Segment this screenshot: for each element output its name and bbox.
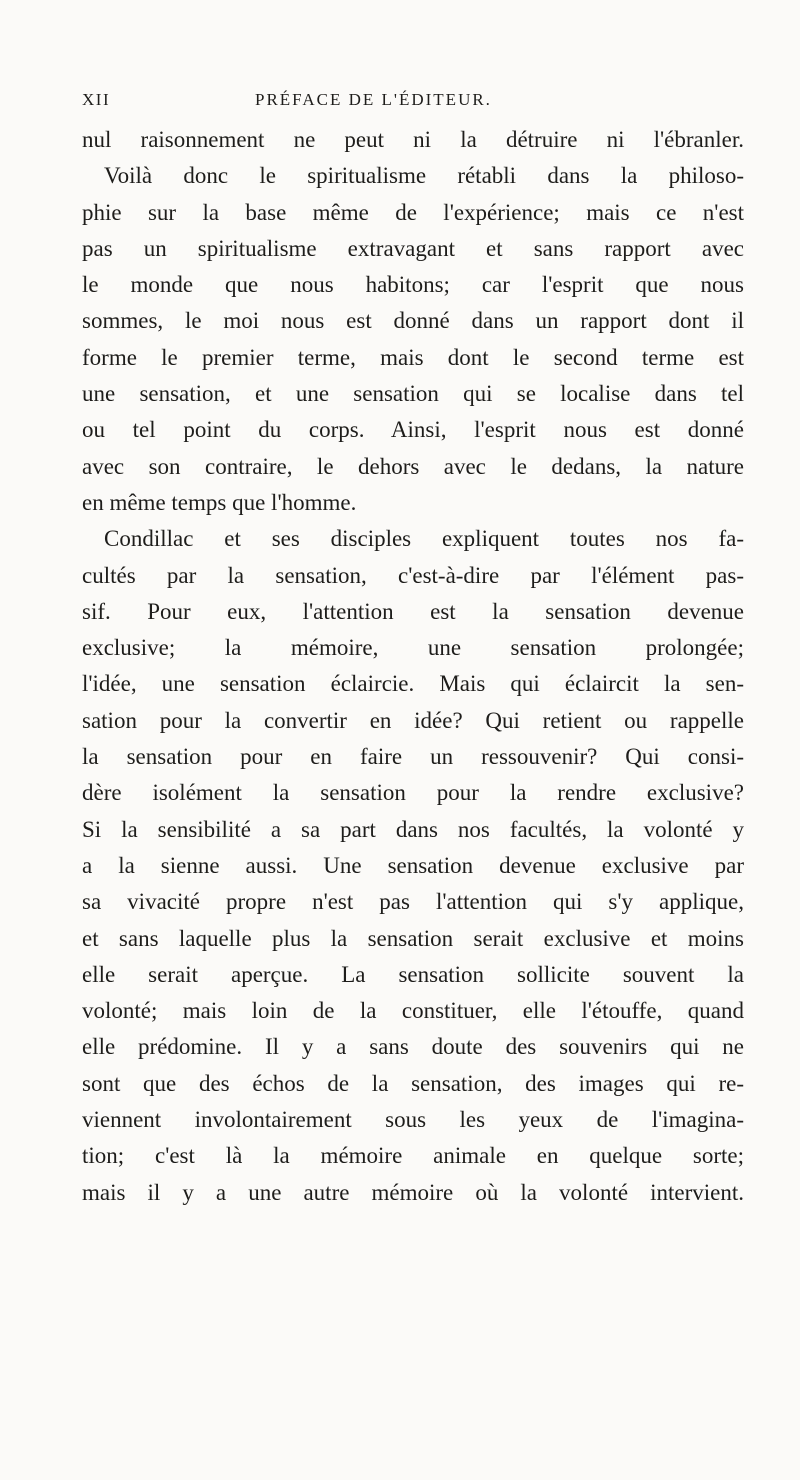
text-line: sation pour la convertir en idée? Qui retient ou rappelle: [82, 707, 744, 733]
text-line: sommes, le moi nous est donné dans un rapport dont il: [82, 308, 744, 334]
text-line: tion; c'est là la mémoire animale en quelque sorte;: [82, 1143, 744, 1169]
text-line: Condillac et ses disciples expliquent toutes nos fa-: [104, 526, 744, 552]
text-line: exclusive; la mémoire, une sensation prolongée;: [82, 635, 744, 661]
text-line: phie sur la base même de l'expérience; mais ce n'est: [82, 199, 744, 225]
text-line: sa vivacité propre n'est pas l'attention qui s'y applique,: [82, 889, 744, 915]
text-line: nul raisonnement ne peut ni la détruire ni l'ébranler.: [82, 127, 744, 152]
running-head-title: PRÉFACE DE L'ÉDITEUR.: [255, 90, 492, 109]
text-line: viennent involontairement sous les yeux de l'imagina-: [82, 1107, 744, 1133]
text-line: ou tel point du corps. Ainsi, l'esprit nous est donné: [82, 417, 744, 443]
text-line: volonté; mais loin de la constituer, elle l'étouffe, quand: [82, 998, 744, 1024]
text-line: en même temps que l'homme.: [82, 489, 357, 515]
text-line: le monde que nous habitons; car l'esprit que nous: [82, 272, 744, 298]
text-line: pas un spiritualisme extravagant et sans rapport avec: [82, 235, 744, 261]
text-line: la sensation pour en faire un ressouvenir? Qui consi-: [82, 744, 744, 770]
text-line: forme le premier terme, mais dont le second terme est: [82, 344, 744, 370]
text-line: l'idée, une sensation éclaircie. Mais qui éclaircit la sen-: [82, 671, 744, 697]
text-line: cultés par la sensation, c'est-à-dire par l'élément pas-: [82, 562, 744, 588]
text-line: sif. Pour eux, l'attention est la sensation devenue: [82, 598, 744, 624]
running-head: [82, 90, 742, 116]
page-number: XII: [82, 90, 111, 109]
text-line: a la sienne aussi. Une sensation devenue exclusive par: [82, 852, 744, 878]
text-line: sont que des échos de la sensation, des images qui re-: [82, 1070, 744, 1096]
text-line: elle serait aperçue. La sensation sollicite souvent la: [82, 961, 744, 987]
text-line: Voilà donc le spiritualisme rétabli dans la philoso-: [104, 163, 744, 189]
body-text: [82, 122, 744, 1211]
text-line: une sensation, et une sensation qui se localise dans tel: [82, 381, 744, 407]
text-line: et sans laquelle plus la sensation serait exclusive et moins: [82, 925, 744, 951]
text-line: mais il y a une autre mémoire où la volonté intervient.: [82, 1179, 744, 1205]
text-line: dère isolément la sensation pour la rendre exclusive?: [82, 780, 744, 806]
text-line: Si la sensibilité a sa part dans nos facultés, la volonté y: [82, 816, 744, 842]
text-line: avec son contraire, le dehors avec le dedans, la nature: [82, 453, 744, 479]
text-line: elle prédomine. Il y a sans doute des souvenirs qui ne: [82, 1034, 744, 1060]
